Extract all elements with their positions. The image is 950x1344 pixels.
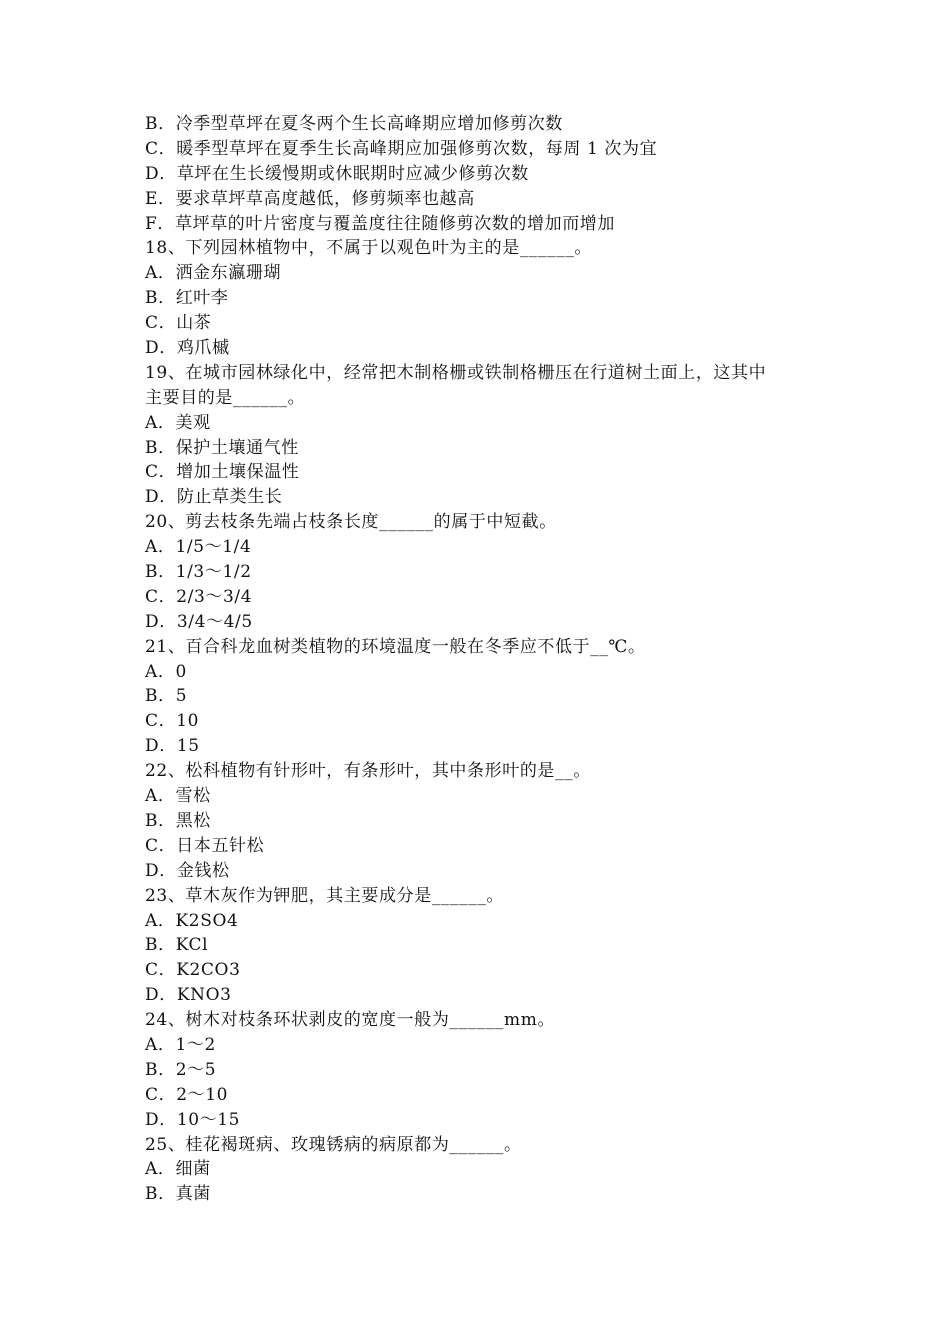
option-text: C．2～10 xyxy=(145,1084,229,1105)
option-text: B．KCl xyxy=(145,935,209,956)
option-text: B．真菌 xyxy=(145,1184,211,1205)
option-text: C．日本五针松 xyxy=(145,835,265,856)
option-text: D．3/4～4/5 xyxy=(145,611,253,632)
option-text: C．暖季型草坪在夏季生长高峰期应加强修剪次数，每周 1 次为宜 xyxy=(145,138,658,159)
question-text: 20、剪去枝条先端占枝条长度______的属于中短截。 xyxy=(145,512,557,533)
option-text: A．0 xyxy=(145,661,187,682)
question-text: 22、松科植物有针形叶，有条形叶，其中条形叶的是__。 xyxy=(145,761,591,782)
question-text: 19、在城市园林绿化中，经常把木制格栅或铁制格栅压在行道树土面上，这其中 xyxy=(145,362,767,383)
option-text: E．要求草坪草高度越低，修剪频率也越高 xyxy=(145,188,475,209)
option-text: B．5 xyxy=(145,686,188,707)
option-text: A．雪松 xyxy=(145,786,211,807)
option-text: C．2/3～3/4 xyxy=(145,586,253,607)
option-text: D．15 xyxy=(145,736,200,757)
option-text: B．1/3～1/2 xyxy=(145,562,252,583)
option-text: F．草坪草的叶片密度与覆盖度往往随修剪次数的增加而增加 xyxy=(145,213,615,234)
option-text: A．洒金东瀛珊瑚 xyxy=(145,263,282,284)
document-page xyxy=(145,112,825,1207)
option-text: C．K2CO3 xyxy=(145,960,241,981)
option-text: B．红叶李 xyxy=(145,288,229,309)
question-text-continued: 主要目的是______。 xyxy=(145,387,306,408)
option-text: D．鸡爪槭 xyxy=(145,338,230,359)
option-text: B．黑松 xyxy=(145,810,211,831)
question-text: 25、桂花褐斑病、玫瑰锈病的病原都为______。 xyxy=(145,1134,522,1155)
option-text: B．2～5 xyxy=(145,1059,217,1080)
question-text: 18、下列园林植物中，不属于以观色叶为主的是______。 xyxy=(145,238,593,259)
option-text: C．10 xyxy=(145,711,200,732)
option-text: D．10～15 xyxy=(145,1109,241,1130)
question-text: 24、树木对枝条环状剥皮的宽度一般为______mm。 xyxy=(145,1010,556,1031)
option-text: D．KNO3 xyxy=(145,985,232,1006)
option-text: A．美观 xyxy=(145,412,211,433)
option-text: D．草坪在生长缓慢期或休眠期时应减少修剪次数 xyxy=(145,163,529,184)
option-text: C．增加土壤保温性 xyxy=(145,462,300,483)
option-text: A．1～2 xyxy=(145,1034,216,1055)
option-text: D．防止草类生长 xyxy=(145,487,283,508)
question-text: 21、百合科龙血树类植物的环境温度一般在冬季应不低于__℃。 xyxy=(145,636,646,657)
option-text: D．金钱松 xyxy=(145,860,230,881)
option-text: B．保护土壤通气性 xyxy=(145,437,299,458)
option-text: A．1/5～1/4 xyxy=(145,537,252,558)
option-text: A．细菌 xyxy=(145,1159,211,1180)
option-text: B．冷季型草坪在夏冬两个生长高峰期应增加修剪次数 xyxy=(145,114,563,134)
option-text: C．山茶 xyxy=(145,313,212,334)
question-text: 23、草木灰作为钾肥，其主要成分是______。 xyxy=(145,885,505,906)
option-text: A．K2SO4 xyxy=(145,910,239,931)
